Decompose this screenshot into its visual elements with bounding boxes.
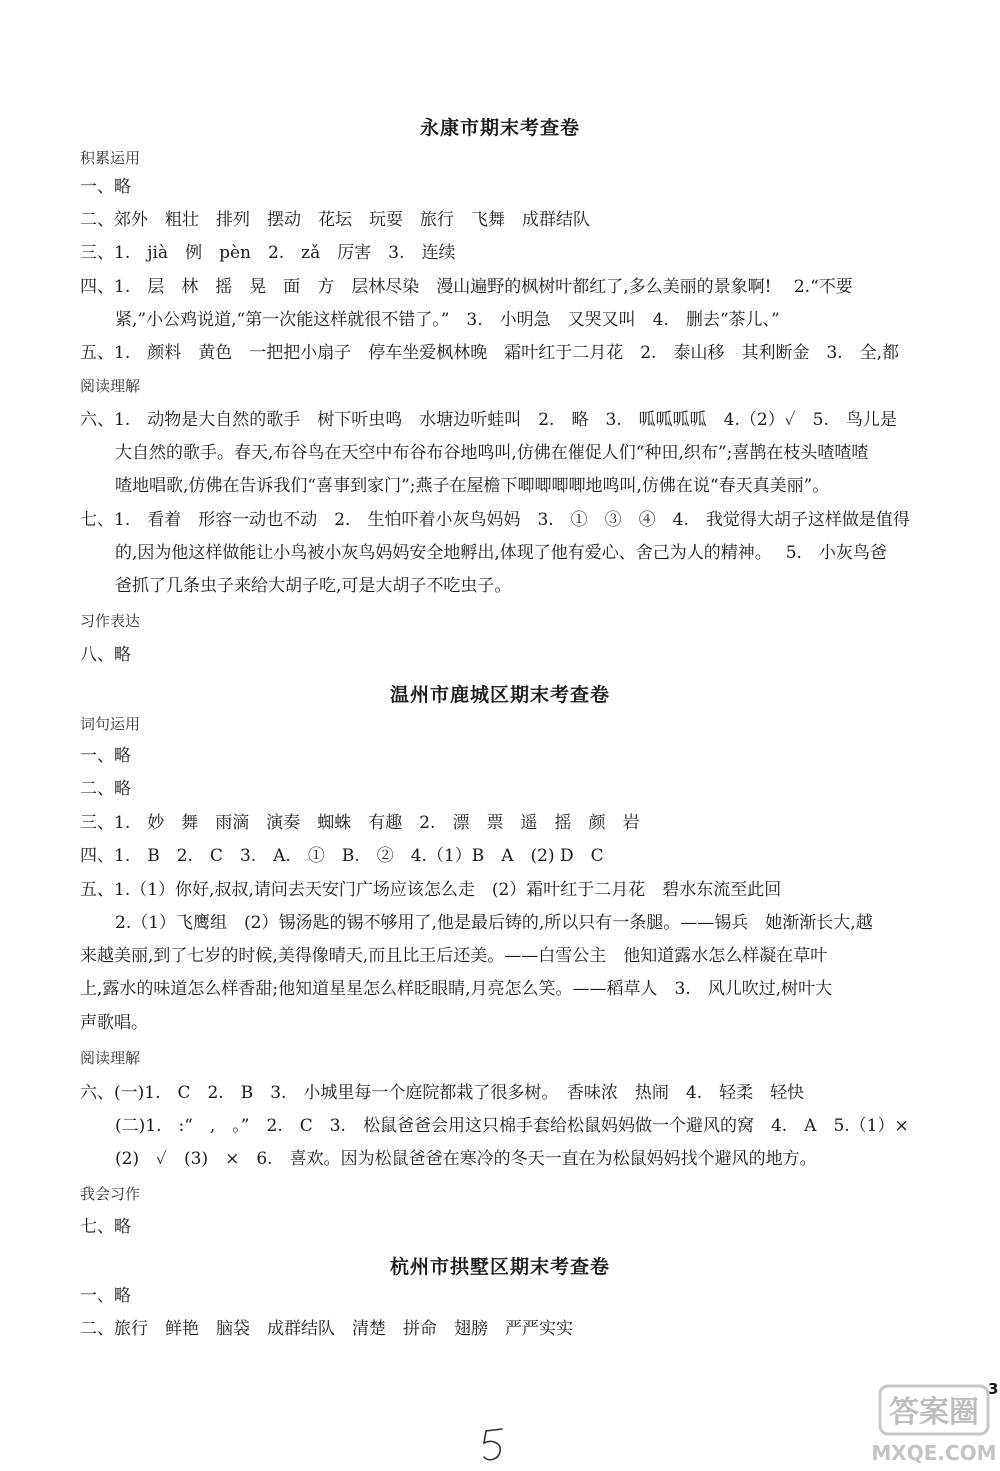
subsection-heading: 我会习作 — [80, 1185, 141, 1203]
section-title: 杭州市拱墅区期末考查卷 — [389, 1256, 610, 1278]
answer-line: 2.（1）飞鹰组 (2）锡汤匙的锡不够用了,他是最后铸的,所以只有一条腿。——锡兵 她渐渐长大,越 — [115, 913, 873, 933]
answer-line: 三、1. jià 例 pèn 2. zǎ 厉害 3. 连续 — [80, 243, 456, 263]
handwritten-mark — [478, 1425, 508, 1465]
answer-line: 三、1. 妙 舞 雨滴 演奏 蜘蛛 有趣 2. 漂 票 遥 摇 颜 岩 — [80, 813, 640, 833]
answer-line: 一、略 — [80, 177, 131, 197]
section-title: 温州市鹿城区期末考查卷 — [389, 684, 610, 706]
answer-line: 喳地唱歌,仿佛在告诉我们“喜事到家门”;燕子在屋檐下唧唧唧唧地鸣叫,仿佛在说“春天真美丽”。 — [115, 476, 830, 496]
answer-line: 四、1. 层 林 摇 晃 面 方 层林尽染 漫山遍野的枫树叶都红了,多么美丽的景象啊! 2.“不要 — [80, 277, 853, 297]
answer-line: 一、略 — [80, 746, 131, 766]
section-title: 永康市期末考查卷 — [419, 117, 580, 139]
answer-line: 四、1. B 2. C 3. A. ① B. ② 4.（1）B A (2) D C — [80, 846, 604, 866]
answer-line: 八、略 — [80, 645, 131, 665]
answer-line: (2) ✓ (3) × 6. 喜欢。因为松鼠爸爸在寒冷的冬天一直在为松鼠妈妈找个避风的地方。 — [115, 1149, 817, 1169]
answer-line: 六、1. 动物是大自然的歌手 树下听虫鸣 水塘边听蛙叫 2. 略 3. 呱呱呱呱 4.（2）✓ 5. 鸟儿是 — [80, 410, 897, 430]
answer-line: 五、1.（1）你好,叔叔,请问去天安门广场应该怎么走 (2）霜叶红于二月花 碧水东流至此回 — [80, 880, 782, 900]
answer-line: 二、郊外 粗壮 排列 摆动 花坛 玩耍 旅行 飞舞 成群结队 — [80, 210, 590, 230]
answer-line: 七、略 — [80, 1217, 131, 1237]
answer-line: 紧,”小公鸡说道,“第一次能这样就很不错了。” 3. 小明急 又哭又叫 4. 删去“茶儿、” — [115, 310, 780, 330]
answer-line: 大自然的歌手。春天,布谷鸟在天空中布谷布谷地鸣叫,仿佛在催促人们“种田,织布”;喜鹊在枝头喳喳喳 — [115, 443, 869, 463]
subsection-heading: 阅读理解 — [80, 1049, 141, 1067]
subsection-heading: 阅读理解 — [80, 377, 141, 395]
answer-line: 上,露水的味道怎么样香甜;他知道星星怎么样眨眼睛,月亮怎么笑。——稻草人 3. 风儿吹过,树叶大 — [80, 979, 833, 999]
svg-text:MXQE.COM: MXQE.COM — [871, 1441, 997, 1465]
answer-line: 六、(一)1. C 2. B 3. 小城里每一个庭院都栽了很多树。 香味浓 热闹 4. 轻柔 轻快 — [80, 1083, 805, 1103]
svg-text:答案圈: 答案圈 — [889, 1395, 979, 1430]
subsection-heading: 习作表达 — [80, 612, 141, 630]
answer-line: 二、略 — [80, 779, 131, 799]
answer-line: 爸抓了几条虫子来给大胡子吃,可是大胡子不吃虫子。 — [115, 576, 512, 596]
answer-line: (二)1. :“ , 。” 2. C 3. 松鼠爸爸会用这只棉手套给松鼠妈妈做一个避风的窝 4. A 5.（1）× — [115, 1116, 909, 1136]
answer-line: 来越美丽,到了七岁的时候,美得像晴天,而且比王后还美。——白雪公主 他知道露水怎么样凝在草叶 — [80, 946, 828, 966]
answer-line: 的,因为他这样做能让小鸟被小灰鸟妈妈安全地孵出,体现了他有爱心、舍己为人的精神。 5. 小灰鸟爸 — [115, 543, 887, 563]
page-number: 3 — [988, 1380, 999, 1398]
subsection-heading: 词句运用 — [80, 715, 141, 733]
answer-line: 二、旅行 鲜艳 脑袋 成群结队 清楚 拼命 翅膀 严严实实 — [80, 1319, 573, 1339]
answer-line: 五、1. 颜料 黄色 一把把小扇子 停车坐爱枫林晚 霜叶红于二月花 2. 泰山移 其利断金 3. 全,都 — [80, 343, 900, 363]
answer-line: 七、1. 看着 形容一动也不动 2. 生怕吓着小灰鸟妈妈 3. ① ③ ④ 4. 我觉得大胡子这样做是值得 — [80, 510, 910, 530]
watermark-logo-icon — [866, 1380, 1000, 1471]
answer-line: 一、略 — [80, 1286, 131, 1306]
answer-line: 声歌唱。 — [80, 1013, 148, 1033]
subsection-heading: 积累运用 — [80, 149, 141, 167]
